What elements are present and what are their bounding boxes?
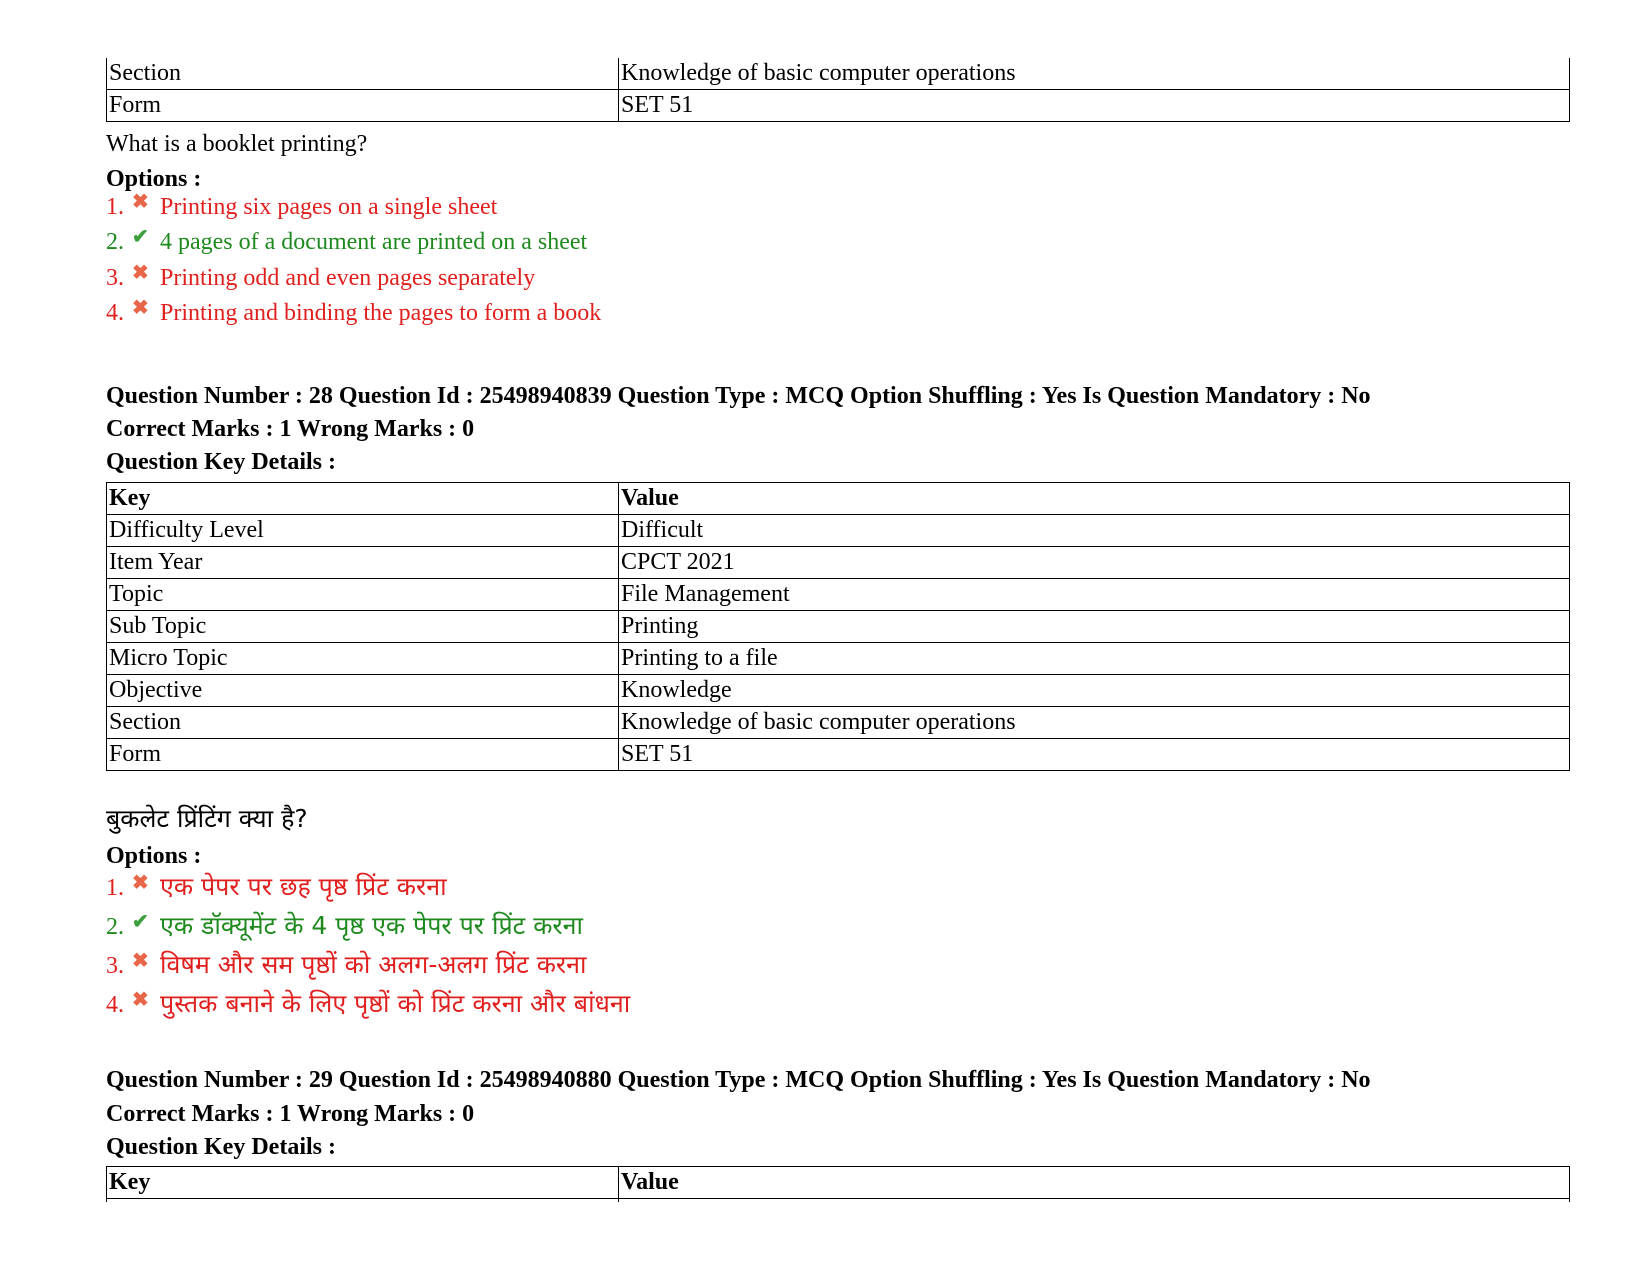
value-cell: Printing to a file bbox=[619, 643, 1570, 675]
option-text: पुस्तक बनाने के लिए पृष्ठों को प्रिंट करना और बांधना bbox=[160, 989, 631, 1018]
option-number: 2. bbox=[106, 914, 124, 940]
key-cell bbox=[107, 1199, 619, 1203]
key-cell: Micro Topic bbox=[107, 643, 619, 675]
header-value: Value bbox=[619, 1167, 1570, 1199]
cross-icon: ✖ bbox=[132, 989, 149, 1011]
cross-icon: ✖ bbox=[132, 262, 149, 284]
question-key-table bbox=[106, 1166, 1570, 1202]
value-cell bbox=[619, 1199, 1570, 1203]
table-row bbox=[107, 515, 1570, 547]
value-cell: Printing bbox=[619, 611, 1570, 643]
table-row bbox=[107, 707, 1570, 739]
cross-icon: ✖ bbox=[132, 872, 149, 894]
key-details-label: Question Key Details : bbox=[106, 449, 336, 475]
option-number: 4. bbox=[106, 992, 124, 1018]
table-header-row bbox=[107, 483, 1570, 515]
key-cell: Topic bbox=[107, 579, 619, 611]
option-text: एक पेपर पर छह पृष्ठ प्रिंट करना bbox=[160, 872, 447, 901]
table-row bbox=[107, 739, 1570, 771]
option-text: Printing six pages on a single sheet bbox=[160, 194, 498, 220]
check-icon: ✔ bbox=[132, 226, 149, 248]
value-cell: Knowledge of basic computer operations bbox=[619, 58, 1570, 90]
option-3 bbox=[106, 951, 586, 981]
table-row bbox=[107, 611, 1570, 643]
option-number: 3. bbox=[106, 953, 124, 979]
table-row bbox=[107, 58, 1570, 90]
prev-question-key-table bbox=[106, 58, 1570, 122]
cross-icon: ✖ bbox=[132, 297, 149, 319]
marks-line: Correct Marks : 1 Wrong Marks : 0 bbox=[106, 416, 475, 442]
header-key: Key bbox=[107, 1167, 619, 1199]
options-label: Options : bbox=[106, 843, 202, 869]
option-number: 1. bbox=[106, 875, 124, 901]
option-text: विषम और सम पृष्ठों को अलग-अलग प्रिंट करना bbox=[160, 950, 587, 979]
question-header: Question Number : 28 Question Id : 25498940839 Question Type : MCQ Option Shuffling : Yes Is Question Mandatory : No bbox=[106, 383, 1371, 409]
option-number: 3. bbox=[106, 265, 124, 291]
table-row bbox=[107, 643, 1570, 675]
cross-icon: ✖ bbox=[132, 191, 149, 213]
key-cell: Sub Topic bbox=[107, 611, 619, 643]
option-2 bbox=[106, 228, 587, 257]
value-cell: Difficult bbox=[619, 515, 1570, 547]
key-cell: Section bbox=[107, 707, 619, 739]
key-cell: Form bbox=[107, 90, 619, 122]
key-details-label: Question Key Details : bbox=[106, 1134, 336, 1160]
option-3 bbox=[106, 264, 535, 293]
question-header: Question Number : 29 Question Id : 25498940880 Question Type : MCQ Option Shuffling : Yes Is Question Mandatory : No bbox=[106, 1067, 1371, 1093]
value-cell: SET 51 bbox=[619, 90, 1570, 122]
question-text-hindi: बुकलेट प्रिंटिंग क्या है? bbox=[106, 804, 308, 833]
value-cell: Knowledge of basic computer operations bbox=[619, 707, 1570, 739]
value-cell: SET 51 bbox=[619, 739, 1570, 771]
cross-icon: ✖ bbox=[132, 950, 149, 972]
value-cell: CPCT 2021 bbox=[619, 547, 1570, 579]
table-row bbox=[107, 675, 1570, 707]
value-cell: File Management bbox=[619, 579, 1570, 611]
option-1 bbox=[106, 193, 497, 222]
check-icon: ✔ bbox=[132, 911, 149, 933]
options-label: Options : bbox=[106, 166, 202, 192]
option-text: 4 pages of a document are printed on a sheet bbox=[160, 229, 588, 255]
option-text: Printing and binding the pages to form a book bbox=[160, 300, 602, 326]
question-text-english: What is a booklet printing? bbox=[106, 131, 368, 157]
header-value: Value bbox=[619, 483, 1570, 515]
table-row bbox=[107, 90, 1570, 122]
table-header-row bbox=[107, 1167, 1570, 1199]
header-key: Key bbox=[107, 483, 619, 515]
key-cell: Difficulty Level bbox=[107, 515, 619, 547]
value-cell: Knowledge bbox=[619, 675, 1570, 707]
table-row bbox=[107, 579, 1570, 611]
option-number: 1. bbox=[106, 194, 124, 220]
option-number: 2. bbox=[106, 229, 124, 255]
option-1 bbox=[106, 873, 447, 903]
option-4 bbox=[106, 990, 630, 1020]
option-4 bbox=[106, 299, 601, 328]
option-text: Printing odd and even pages separately bbox=[160, 265, 536, 291]
option-2 bbox=[106, 912, 583, 942]
table-row bbox=[107, 1199, 1570, 1203]
key-cell: Item Year bbox=[107, 547, 619, 579]
table-row bbox=[107, 547, 1570, 579]
marks-line: Correct Marks : 1 Wrong Marks : 0 bbox=[106, 1101, 475, 1127]
key-cell: Objective bbox=[107, 675, 619, 707]
option-number: 4. bbox=[106, 300, 124, 326]
key-cell: Section bbox=[107, 58, 619, 90]
key-cell: Form bbox=[107, 739, 619, 771]
option-text: एक डॉक्यूमेंट के 4 पृष्ठ एक पेपर पर प्रिंट करना bbox=[160, 911, 584, 940]
question-key-table bbox=[106, 482, 1570, 771]
